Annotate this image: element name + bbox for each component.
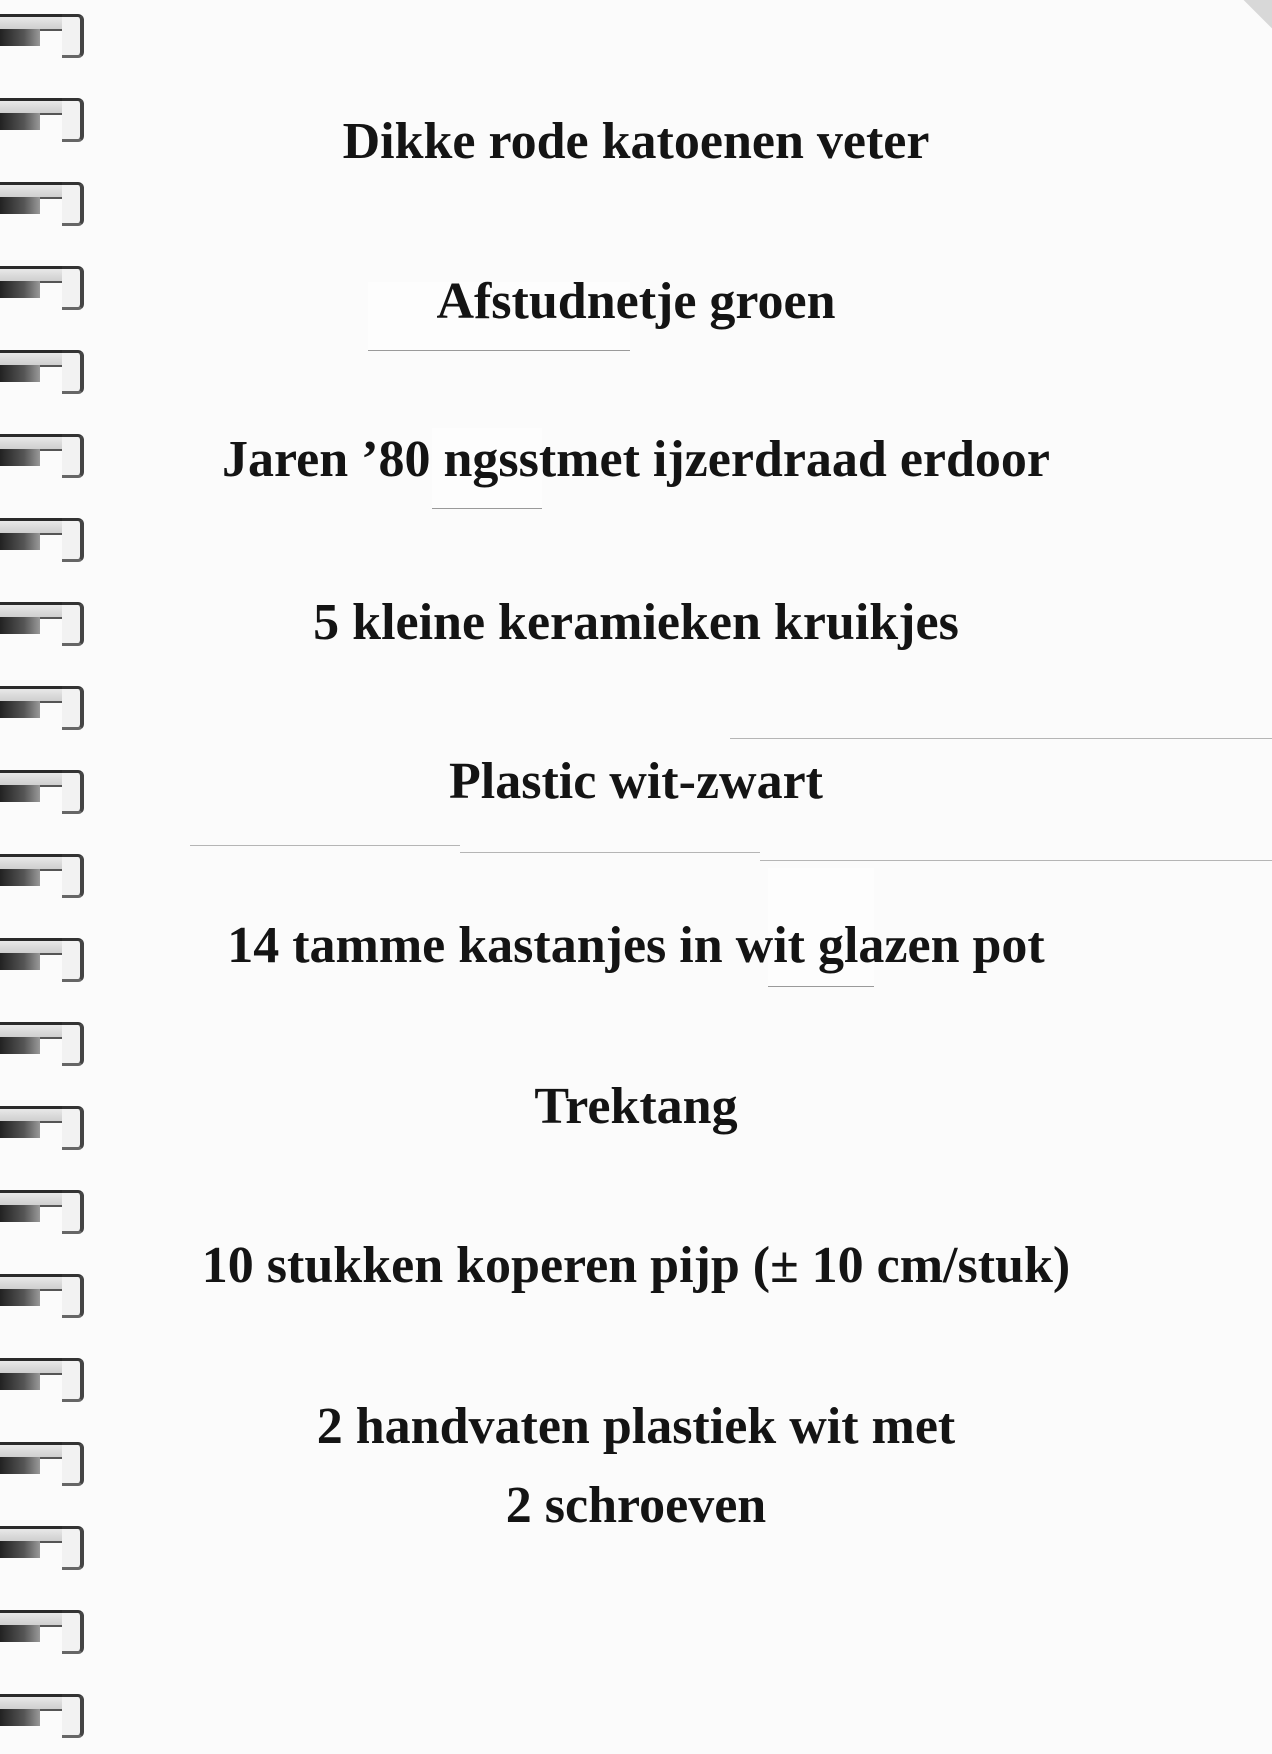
page-corner-fold xyxy=(1232,0,1272,30)
paper-edge xyxy=(460,852,760,853)
paper-edge xyxy=(730,738,1272,739)
paper-edge xyxy=(760,860,1272,861)
list-item: 5 kleine keramieken kruikjes xyxy=(313,594,959,651)
list-item: Afstudnetje groen xyxy=(436,273,836,330)
list-item: Plastic wit-zwart xyxy=(449,753,823,810)
list-item: Trektang xyxy=(534,1078,738,1135)
list-item: Jaren ’80 ngsstmet ijzerdraad erdoor xyxy=(222,431,1050,488)
binding-coil xyxy=(0,512,88,556)
list-item: Dikke rode katoenen veter xyxy=(342,113,930,170)
list-item: 2 schroeven xyxy=(505,1477,767,1534)
list-item: 10 stukken koperen pijp (± 10 cm/stuk) xyxy=(201,1237,1071,1294)
binding-coil xyxy=(0,176,88,220)
list-item: 2 handvaten plastiek wit met xyxy=(316,1398,956,1455)
binding-coil xyxy=(0,680,88,724)
paper-edge xyxy=(190,845,460,846)
binding-coil xyxy=(0,1016,88,1060)
binding-coil xyxy=(0,1184,88,1228)
binding-coil xyxy=(0,8,88,52)
binding-coil xyxy=(0,848,88,892)
binding-coil xyxy=(0,1688,88,1732)
binding-coil xyxy=(0,344,88,388)
list-item: 14 tamme kastanjes in wit glazen pot xyxy=(227,917,1045,974)
binding-coil xyxy=(0,1352,88,1396)
binding-coil xyxy=(0,1604,88,1648)
